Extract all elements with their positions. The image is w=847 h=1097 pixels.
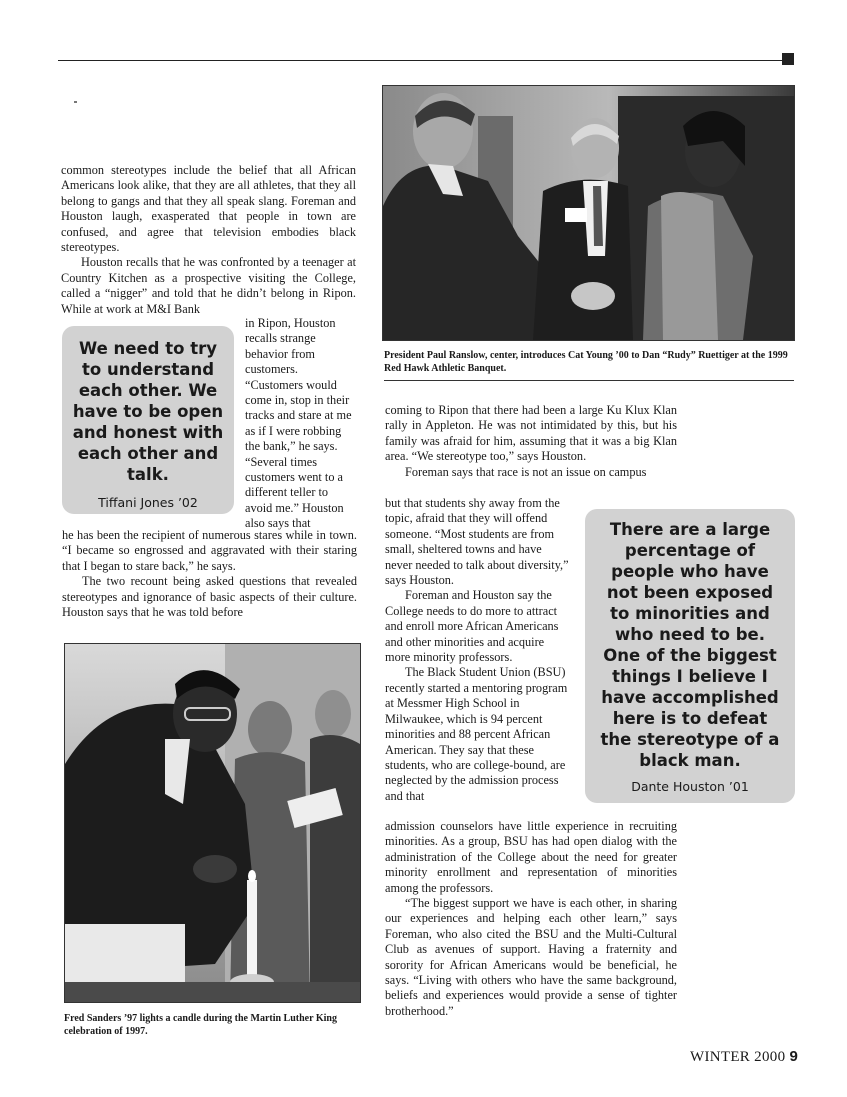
right-column-beside-quote: [385, 496, 571, 804]
banquet-photo-image: [383, 86, 794, 340]
issue-label: WINTER 2000: [690, 1049, 786, 1065]
banquet-photo: [382, 85, 795, 341]
right-column-bottom: [385, 819, 677, 1019]
paragraph: “The biggest support we have is each other, in sharing our experiences and helping each other learn,” says Foreman, who also cited the BSU and the Multi-Cultural Club as avenues of support. Having a fraternity and sorority for African Americans would be beneficial, he says. “Living with others who have the same background, beliefs and experiences would provide a sense of tighter brotherhood.”: [385, 896, 677, 1018]
right-column-top: [385, 403, 677, 480]
paragraph: The Black Student Union (BSU) recently started a mentoring program at Messmer High School in Milwaukee, which is 94 percent minorities and 88 percent African American. They say that these students, who are college-bound, are neglected by the admission process and that: [385, 665, 568, 803]
candle-photo-caption: Fred Sanders ’97 lights a candle during the Martin Luther King celebration of 1997.: [64, 1013, 337, 1037]
candle-photo-image: [65, 644, 360, 1002]
paragraph: coming to Ripon that there had been a large Ku Klux Klan rally in Appleton. He was not intimidated by this, but his family was afraid for him, assuming that it was a big Klan area. “We stereotype too,” says Houston.: [385, 403, 677, 464]
header-rule: [58, 60, 782, 61]
paragraph: Foreman says that race is not an issue on campus: [405, 464, 647, 479]
paragraph: Houston recalls that he was confronted by a teenager at Country Kitchen as a prospective visiting the College, called a “nigger” and told that he didn’t belong in Ripon. While at work at M&I Bank: [61, 255, 356, 316]
caption-rule: [384, 380, 794, 381]
paragraph: The two recount being asked questions that revealed stereotypes and ignorance of basic aspects of their culture. Houston says that he was told before: [62, 574, 357, 620]
page-footer: [690, 1048, 798, 1066]
header-rule-marker: [782, 53, 794, 65]
paragraph: common stereotypes include the belief that all African Americans look alike, that they are all athletes, that they all belong to gangs and that they all speak slang. Foreman and Houston laugh, exasperated that people in town are confused, and agree that television embodies black stereotypes.: [61, 163, 356, 255]
pull-quote-left: [62, 326, 234, 514]
page-number: 9: [789, 1048, 799, 1065]
pull-quote-text: We need to try to understand each other. We have to be open and honest with each other and talk.: [72, 339, 224, 484]
left-column-after-quote: [62, 528, 357, 620]
paragraph: but that students shy away from the topic, afraid that they will offend someone. “Most students are from small, sheltered towns and have never needed to talk about diversity,” says Houston.: [385, 496, 569, 588]
left-column-top: [61, 163, 356, 317]
candle-photo: [64, 643, 361, 1003]
paragraph: admission counselors have little experience in recruiting minorities. As a group, BSU has had open dialog with the administration of the College about the need for greater minority enrollment and representation of minorities among the professors.: [385, 819, 677, 895]
paragraph: he has been the recipient of numerous stares while in town. “I became so engrossed and aggravated with their staring that I began to stare back,” he says.: [62, 528, 357, 573]
paragraph: Foreman and Houston say the College needs to do more to attract and enroll more African Americans and other minorities and acquire more minority professors.: [385, 588, 559, 665]
left-column-beside-quote: [245, 316, 355, 532]
print-speck: [74, 101, 77, 103]
pull-quote-right: [585, 509, 795, 803]
pull-quote-text: There are a large percentage of people who have not been exposed to minorities and who need to be. One of the biggest things I believe I have accomplished here is to defeat the stereotype of a black man.: [600, 520, 780, 770]
pull-quote-attribution: Tiffani Jones ’02: [98, 495, 198, 510]
pull-quote-attribution: Dante Houston ’01: [631, 779, 749, 794]
paragraph: in Ripon, Houston recalls strange behavior from customers. “Customers would come in, stop in their tracks and stare at me as if I were robbing the bank,” he says. “Several times customers went to a different teller to avoid me.” Houston also says that: [245, 316, 352, 531]
banquet-photo-caption: President Paul Ranslow, center, introduces Cat Young ’00 to Dan “Rudy” Ruettiger at the 1999 Red Hawk Athletic Banquet.: [384, 350, 788, 374]
